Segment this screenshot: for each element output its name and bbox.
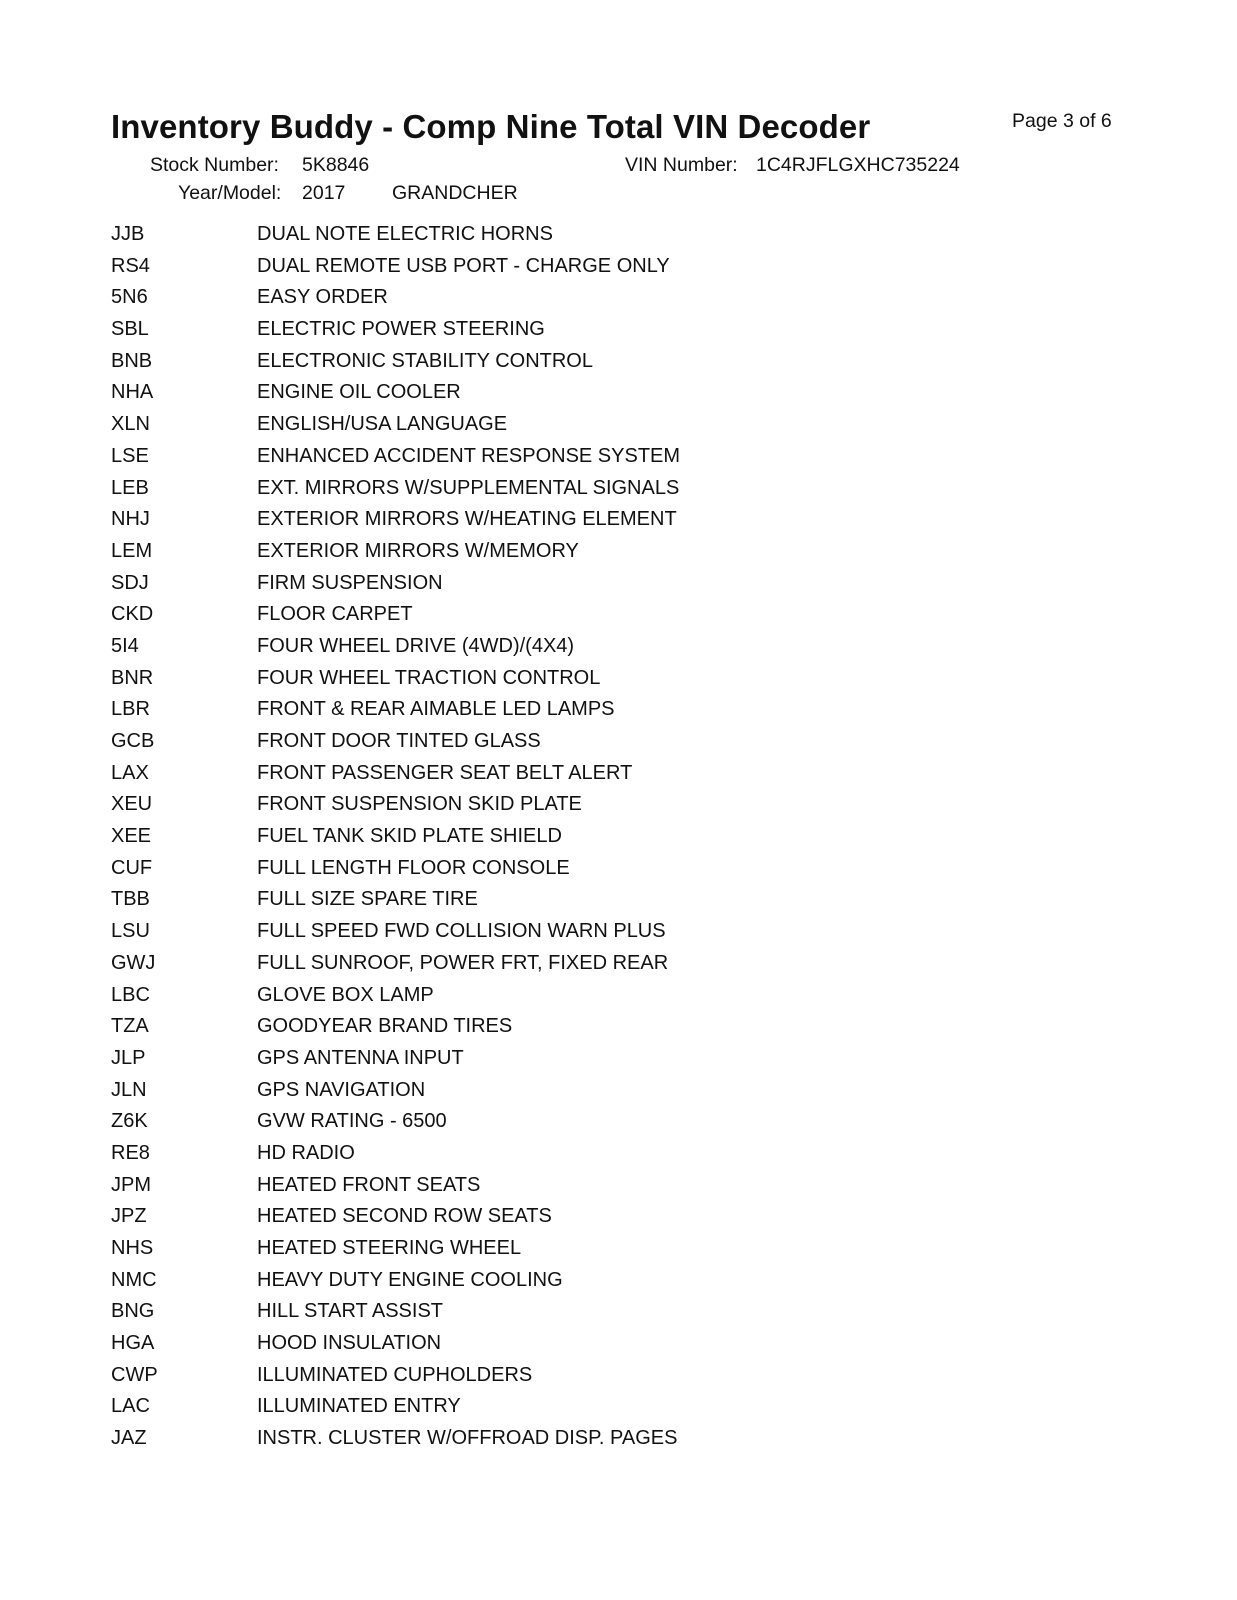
option-row — [111, 789, 680, 821]
option-row — [111, 884, 680, 916]
option-row — [111, 1423, 680, 1455]
option-description: ILLUMINATED ENTRY — [257, 1395, 461, 1418]
option-code: RS4 — [111, 254, 150, 277]
option-code: LAX — [111, 761, 149, 784]
option-row — [111, 948, 680, 980]
option-code: RE8 — [111, 1141, 150, 1164]
option-code: LEM — [111, 539, 153, 562]
option-description: GVW RATING - 6500 — [257, 1110, 447, 1133]
document-title: Inventory Buddy - Comp Nine Total VIN Decoder — [111, 108, 871, 145]
option-code: JJB — [111, 223, 145, 245]
option-description: FRONT PASSENGER SEAT BELT ALERT — [257, 761, 633, 784]
year-model-label: Year/Model: — [178, 182, 282, 204]
year-value: 2017 — [302, 182, 346, 204]
option-code: CWP — [111, 1363, 158, 1386]
option-row — [111, 1106, 680, 1138]
option-code: XEU — [111, 793, 153, 816]
option-code: BNG — [111, 1300, 155, 1323]
option-description: ENGLISH/USA LANGUAGE — [257, 413, 508, 436]
option-code: LAC — [111, 1395, 150, 1418]
option-row — [111, 568, 680, 600]
option-row — [111, 1138, 680, 1170]
option-row — [111, 599, 680, 631]
option-row — [111, 980, 680, 1012]
option-description: HEATED STEERING WHEEL — [257, 1237, 522, 1259]
option-row — [111, 1011, 680, 1043]
vin-number-value: 1C4RJFLGXHC735224 — [756, 154, 960, 176]
option-description: FULL SUNROOF, POWER FRT, FIXED REAR — [257, 951, 669, 974]
option-row — [111, 409, 680, 441]
option-code: GCB — [111, 730, 155, 752]
option-row — [111, 251, 680, 283]
option-row — [111, 1391, 680, 1423]
option-code: XLN — [111, 413, 150, 436]
option-code: TZA — [111, 1015, 149, 1038]
option-code: NMC — [111, 1268, 157, 1291]
option-description: DUAL NOTE ELECTRIC HORNS — [257, 223, 553, 245]
option-row — [111, 536, 680, 568]
option-row — [111, 1360, 680, 1392]
option-description: EXT. MIRRORS W/SUPPLEMENTAL SIGNALS — [257, 476, 680, 499]
option-description: EXTERIOR MIRRORS W/MEMORY — [257, 539, 579, 562]
option-code: 5I4 — [111, 634, 139, 657]
option-code: NHJ — [111, 508, 150, 531]
option-description: GLOVE BOX LAMP — [257, 983, 434, 1006]
option-row — [111, 473, 680, 505]
option-row — [111, 663, 680, 695]
option-row — [111, 441, 680, 473]
option-row — [111, 726, 680, 758]
option-description: FULL SPEED FWD COLLISION WARN PLUS — [257, 920, 666, 943]
option-code: LSE — [111, 444, 149, 467]
option-row — [111, 821, 680, 853]
option-code-list — [111, 219, 680, 1455]
option-description: HOOD INSULATION — [257, 1332, 442, 1355]
stock-number-value: 5K8846 — [302, 154, 370, 176]
option-row — [111, 1043, 680, 1075]
option-code: JAZ — [111, 1427, 147, 1450]
option-row — [111, 314, 680, 346]
option-row — [111, 504, 680, 536]
option-description: EXTERIOR MIRRORS W/HEATING ELEMENT — [257, 508, 677, 531]
option-code: NHA — [111, 381, 154, 404]
option-row — [111, 1265, 680, 1297]
option-description: FIRM SUSPENSION — [257, 571, 443, 594]
option-row — [111, 346, 680, 378]
option-description: INSTR. CLUSTER W/OFFROAD DISP. PAGES — [257, 1427, 678, 1450]
option-description: ILLUMINATED CUPHOLDERS — [257, 1363, 533, 1386]
option-description: FOUR WHEEL DRIVE (4WD)/(4X4) — [257, 634, 575, 657]
option-description: FULL SIZE SPARE TIRE — [257, 888, 478, 911]
option-code: SDJ — [111, 571, 149, 594]
option-row — [111, 1075, 680, 1107]
option-description: ENHANCED ACCIDENT RESPONSE SYSTEM — [257, 444, 681, 467]
option-row — [111, 377, 680, 409]
option-code: XEE — [111, 825, 152, 848]
option-row — [111, 758, 680, 790]
option-row — [111, 1296, 680, 1328]
option-description: FULL LENGTH FLOOR CONSOLE — [257, 856, 570, 879]
option-code: LSU — [111, 920, 150, 943]
option-description: ELECTRONIC STABILITY CONTROL — [257, 349, 593, 372]
option-code: LBC — [111, 983, 150, 1006]
option-code: HGA — [111, 1332, 155, 1355]
option-row — [111, 219, 680, 251]
option-description: DUAL REMOTE USB PORT - CHARGE ONLY — [257, 254, 670, 277]
option-code: BNB — [111, 349, 153, 372]
option-row — [111, 694, 680, 726]
option-row — [111, 853, 680, 885]
option-description: FOUR WHEEL TRACTION CONTROL — [257, 666, 601, 689]
option-row — [111, 282, 680, 314]
option-description: FRONT DOOR TINTED GLASS — [257, 730, 541, 752]
option-row — [111, 916, 680, 948]
option-code: NHS — [111, 1237, 154, 1259]
option-code: LEB — [111, 476, 149, 499]
option-row — [111, 1328, 680, 1360]
option-code: JLP — [111, 1046, 146, 1069]
option-description: FRONT & REAR AIMABLE LED LAMPS — [257, 698, 615, 721]
option-description: FUEL TANK SKID PLATE SHIELD — [257, 825, 562, 848]
vin-number-label: VIN Number: — [625, 154, 738, 176]
option-row — [111, 631, 680, 663]
option-description: GOODYEAR BRAND TIRES — [257, 1015, 513, 1038]
option-code: GWJ — [111, 951, 156, 974]
option-row — [111, 1233, 680, 1265]
option-code: CKD — [111, 603, 154, 626]
option-description: HEAVY DUTY ENGINE COOLING — [257, 1268, 563, 1291]
option-description: HD RADIO — [257, 1141, 355, 1164]
option-code: BNR — [111, 666, 154, 689]
option-code: Z6K — [111, 1110, 148, 1133]
option-code: JPM — [111, 1173, 151, 1196]
option-code: JPZ — [111, 1205, 147, 1228]
option-code: 5N6 — [111, 286, 148, 309]
option-description: EASY ORDER — [257, 286, 388, 309]
option-description: FRONT SUSPENSION SKID PLATE — [257, 793, 582, 816]
option-description: GPS ANTENNA INPUT — [257, 1046, 464, 1069]
option-code: LBR — [111, 698, 150, 721]
option-code: SBL — [111, 318, 149, 341]
option-row — [111, 1201, 680, 1233]
option-description: HEATED SECOND ROW SEATS — [257, 1205, 552, 1228]
option-code: JLN — [111, 1078, 147, 1101]
option-description: ELECTRIC POWER STEERING — [257, 318, 545, 341]
option-description: HEATED FRONT SEATS — [257, 1173, 481, 1196]
model-value: GRANDCHER — [392, 182, 518, 204]
page-number: Page 3 of 6 — [1012, 110, 1112, 132]
option-description: HILL START ASSIST — [257, 1300, 443, 1323]
option-code: TBB — [111, 888, 150, 911]
option-row — [111, 1170, 680, 1202]
option-description: ENGINE OIL COOLER — [257, 381, 461, 404]
option-description: FLOOR CARPET — [257, 603, 413, 626]
option-code: CUF — [111, 856, 153, 879]
stock-number-label: Stock Number: — [150, 154, 279, 176]
option-description: GPS NAVIGATION — [257, 1078, 426, 1101]
